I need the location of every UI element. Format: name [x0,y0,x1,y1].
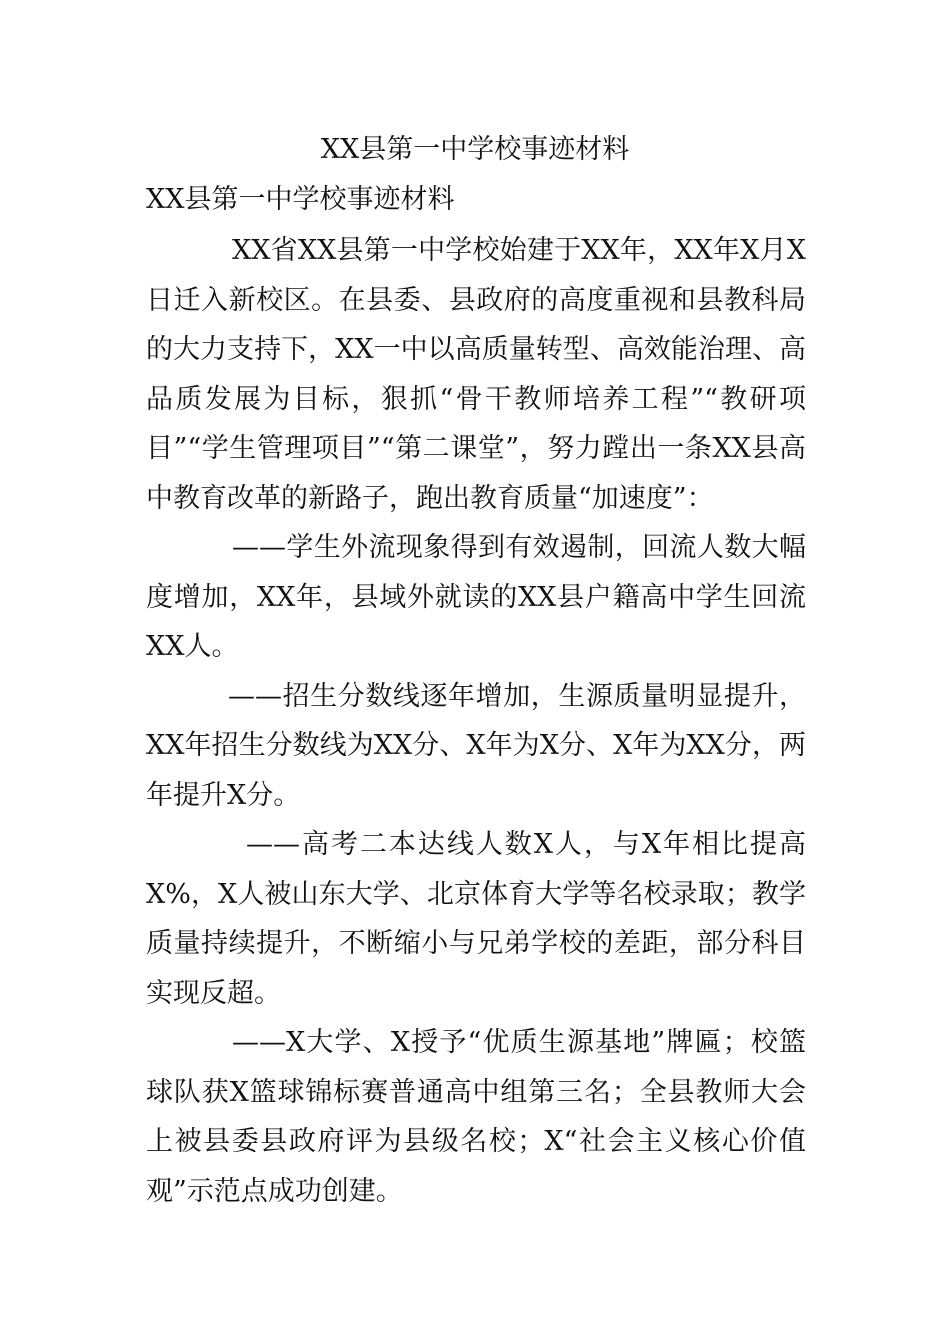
paragraph-intro: XX省XX县第一中学校始建于XX年，XX年X月X日迁入新校区。在县委、县政府的高度重视和县教科局的大力支持下，XX一中以高质量转型、高效能治理、高品质发展为目标，狠抓“骨干教师培养工程”“教研项目”“学生管理项目”“第二课堂”，努力蹚出一条XX县高中教育改革的新路子，跑出教育质量“加速度”： [146,235,806,514]
document-title: XX县第一中学校事迹材料 [320,134,630,165]
document-body [146,226,806,1216]
paragraph-achievement-4: ——X大学、X授予“优质生源基地”牌匾；校篮球队获X篮球锦标赛普通高中组第三名；全县教师大会上被县委县政府评为县级名校；X“社会主义核心价值观”示范点成功创建。 [146,1027,806,1207]
paragraph-achievement-2: ——招生分数线逐年增加，生源质量明显提升，XX年招生分数线为XX分、X年为X分、X年为XX分，两年提升X分。 [146,680,806,811]
paragraph-achievement-3: ——高考二本达线人数X人，与X年相比提高X%，X人被山东大学、北京体育大学等名校录取；教学质量持续提升，不断缩小与兄弟学校的差距，部分科目实现反超。 [146,829,806,1009]
paragraph-achievement-1: ——学生外流现象得到有效遏制，回流人数大幅度增加，XX年，县域外就读的XX县户籍高中学生回流XX人。 [146,532,806,662]
document-subtitle: XX县第一中学校事迹材料 [146,184,455,215]
